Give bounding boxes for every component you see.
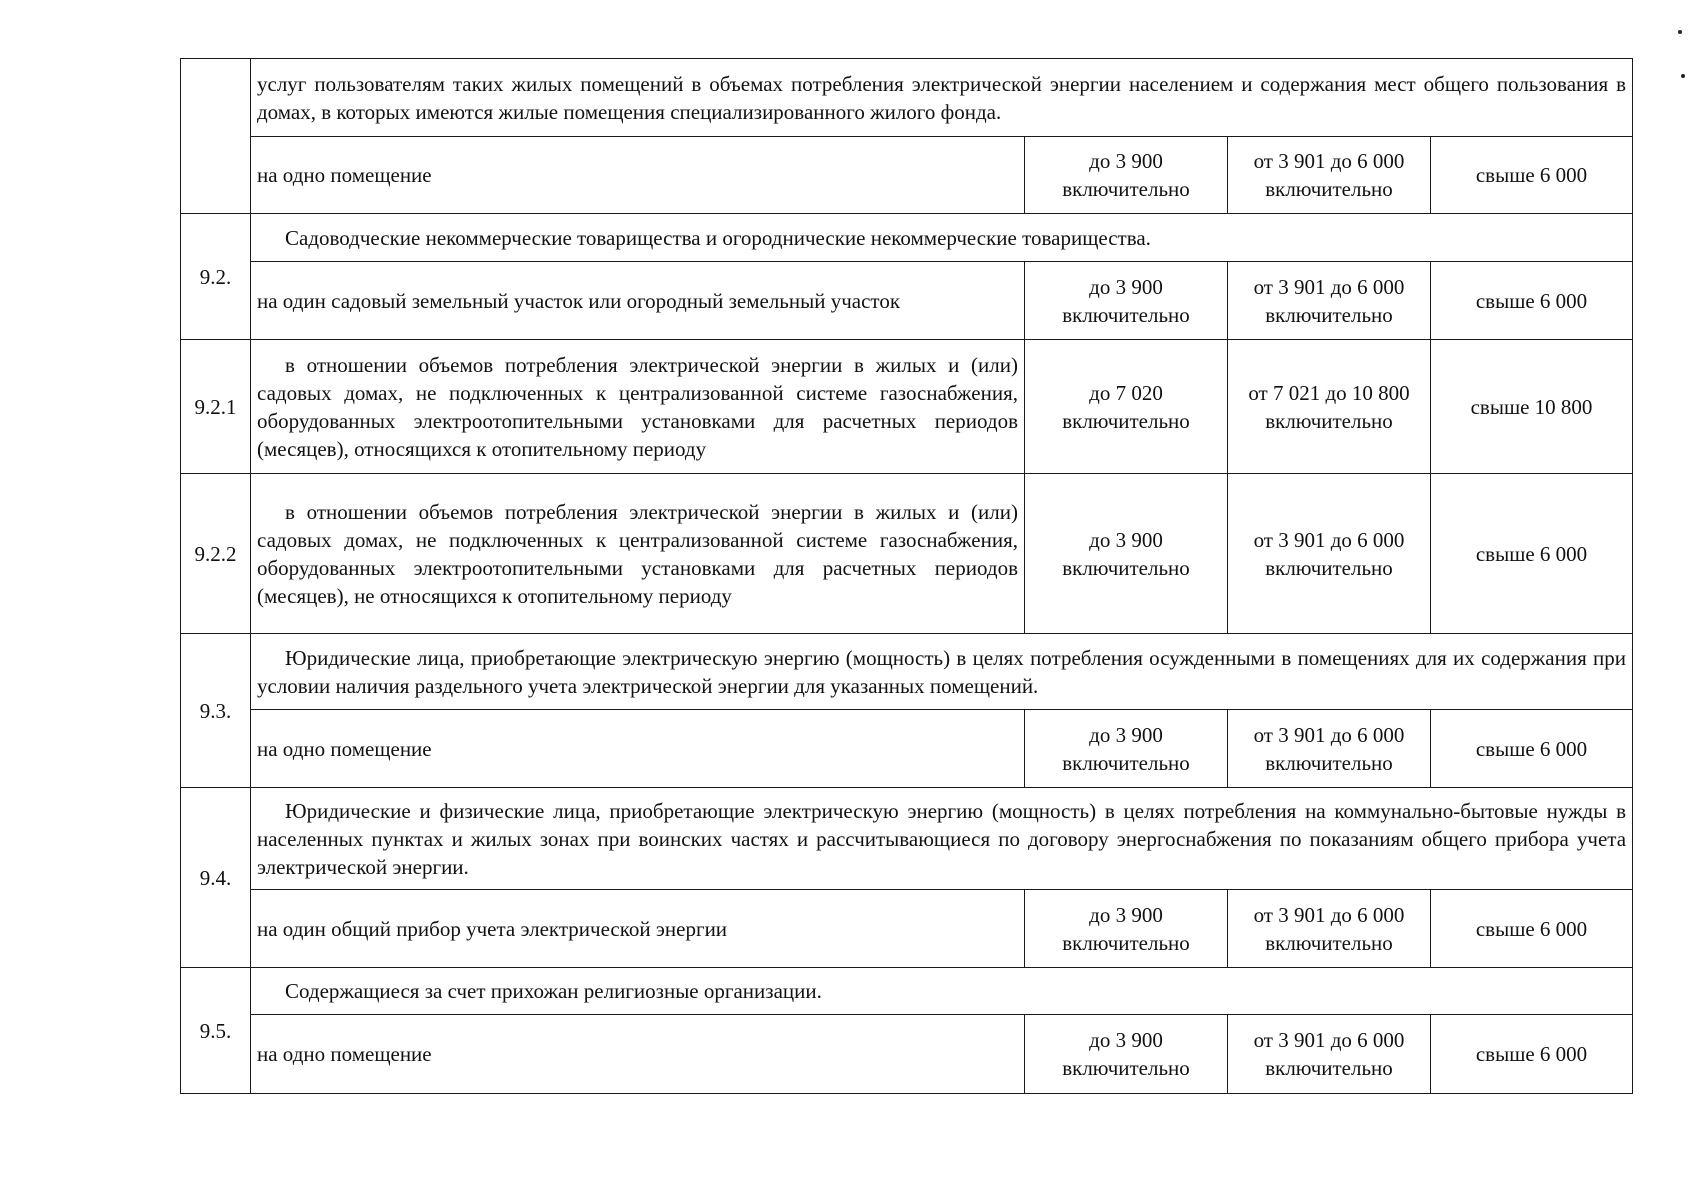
range-qualifier: включительно [1062, 177, 1190, 201]
tariff-table [180, 58, 1633, 1094]
range-qualifier: включительно [1265, 930, 1393, 955]
range-high-cell: свыше 6 000 [1431, 262, 1633, 340]
range-value: до 3 900 [1089, 274, 1163, 299]
range-qualifier: включительно [1062, 1056, 1190, 1080]
row-description: в отношении объемов потребления электрической энергии в жилых и (или) садовых домах, не подключенных к централизованной системе газоснабжения, оборудованных электроотопительными установками для расчетных периодов (месяцев), не относящихся к отопительному периоду [251, 474, 1025, 634]
range-value: до 3 900 [1089, 722, 1163, 747]
range-value: от 3 901 до 6 000 [1253, 1028, 1405, 1052]
range-value: от 3 901 до 6 000 [1253, 274, 1405, 299]
row-description: в отношении объемов потребления электрической энергии в жилых и (или) садовых домах, не подключенных к централизованной системе газоснабжения, оборудованных электроотопительными установками для расчетных периодов (месяцев), относящихся к отопительному периоду [251, 340, 1025, 474]
range-value: от 3 901 до 6 000 [1253, 149, 1405, 173]
range-low-cell [1025, 340, 1228, 474]
range-qualifier: включительно [1062, 302, 1190, 327]
row-number: 9.2.1 [181, 340, 251, 474]
range-value: до 3 900 [1089, 527, 1163, 552]
range-value: от 7 021 до 10 800 [1248, 380, 1410, 405]
row-number: 9.3. [181, 634, 251, 788]
range-mid-cell [1228, 710, 1431, 788]
table-row [181, 59, 1633, 137]
scan-dot [1681, 74, 1685, 78]
range-value: от 3 901 до 6 000 [1253, 722, 1405, 747]
table-row [181, 788, 1633, 890]
range-high-cell: свыше 6 000 [1431, 474, 1633, 634]
range-value: до 3 900 [1089, 902, 1163, 927]
range-mid-cell [1228, 1015, 1431, 1094]
unit-cell: на один общий прибор учета электрической энергии [251, 890, 1025, 968]
table-row [181, 710, 1633, 788]
range-value: от 3 901 до 6 000 [1253, 902, 1405, 927]
range-qualifier: включительно [1265, 750, 1393, 775]
range-mid-cell [1228, 340, 1431, 474]
range-mid-cell [1228, 474, 1431, 634]
section-heading: услуг пользователям таких жилых помещений в объемах потребления электрической энергии населением и содержания мест общего пользования в домах, в которых имеются жилые помещения специализированного жилого фонда. [251, 59, 1633, 137]
range-value: до 3 900 [1089, 1028, 1163, 1052]
table-row [181, 890, 1633, 968]
table-row [181, 1015, 1633, 1094]
range-mid-cell [1228, 890, 1431, 968]
range-qualifier: включительно [1062, 408, 1190, 433]
range-low-cell [1025, 262, 1228, 340]
range-low-cell [1025, 890, 1228, 968]
table-row [181, 968, 1633, 1015]
section-heading: Юридические и физические лица, приобретающие электрическую энергию (мощность) в целях потребления на коммунально-бытовые нужды в населенных пунктах и жилых зонах при воинских частях и рассчитывающиеся по договору энергоснабжения по показаниям общего прибора учета электрической энергии. [251, 788, 1633, 890]
range-qualifier: включительно [1062, 555, 1190, 580]
range-qualifier: включительно [1265, 302, 1393, 327]
range-low-cell [1025, 137, 1228, 214]
unit-cell: на одно помещение [251, 137, 1025, 214]
range-value: до 3 900 [1089, 149, 1163, 173]
table-row [181, 137, 1633, 214]
table-row [181, 214, 1633, 262]
range-high-cell: свыше 6 000 [1431, 890, 1633, 968]
range-value: от 3 901 до 6 000 [1253, 527, 1405, 552]
range-high-cell: свыше 6 000 [1431, 137, 1633, 214]
range-mid-cell [1228, 137, 1431, 214]
unit-cell: на одно помещение [251, 1015, 1025, 1094]
range-qualifier: включительно [1265, 1056, 1393, 1080]
scan-dot [1678, 30, 1682, 34]
row-number: 9.2.2 [181, 474, 251, 634]
row-number [181, 59, 251, 214]
range-qualifier: включительно [1062, 750, 1190, 775]
row-number: 9.5. [181, 968, 251, 1094]
table-row [181, 262, 1633, 340]
range-value: до 7 020 [1089, 380, 1163, 405]
section-heading: Содержащиеся за счет прихожан религиозные организации. [251, 968, 1633, 1015]
range-qualifier: включительно [1265, 555, 1393, 580]
range-qualifier: включительно [1062, 930, 1190, 955]
unit-cell: на один садовый земельный участок или огородный земельный участок [251, 262, 1025, 340]
range-high-cell: свыше 6 000 [1431, 1015, 1633, 1094]
range-qualifier: включительно [1265, 177, 1393, 201]
range-low-cell [1025, 1015, 1228, 1094]
unit-cell: на одно помещение [251, 710, 1025, 788]
range-low-cell [1025, 710, 1228, 788]
range-low-cell [1025, 474, 1228, 634]
table-row [181, 340, 1633, 474]
range-high-cell: свыше 6 000 [1431, 710, 1633, 788]
table-row [181, 634, 1633, 710]
range-high-cell: свыше 10 800 [1431, 340, 1633, 474]
row-number: 9.4. [181, 788, 251, 968]
section-heading: Садоводческие некоммерческие товарищества и огороднические некоммерческие товарищества. [251, 214, 1633, 262]
section-heading: Юридические лица, приобретающие электрическую энергию (мощность) в целях потребления осужденными в помещениях для их содержания при условии наличия раздельного учета электрической энергии для указанных помещений. [251, 634, 1633, 710]
row-number: 9.2. [181, 214, 251, 340]
range-mid-cell [1228, 262, 1431, 340]
range-qualifier: включительно [1265, 408, 1393, 433]
table-row [181, 474, 1633, 634]
